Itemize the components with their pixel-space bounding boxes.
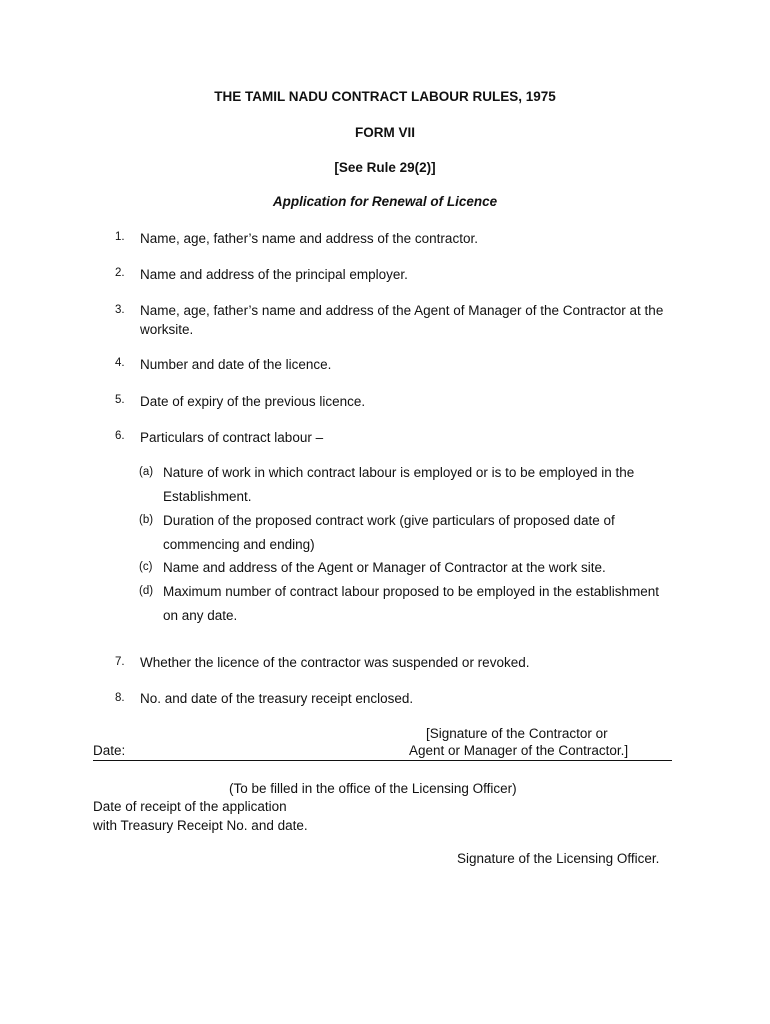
item-number: 7.: [115, 656, 125, 668]
form-title: THE TAMIL NADU CONTRACT LABOUR RULES, 1975: [214, 89, 556, 104]
date-label: Date:: [93, 743, 126, 758]
sub-item-text: Maximum number of contract labour proposed to be employed in the establishment on any date.: [163, 584, 660, 623]
signature-divider: [93, 760, 672, 761]
sub-item-label: (c): [139, 561, 153, 573]
item-text: Name, age, father’s name and address of the contractor.: [140, 231, 478, 246]
item-text: No. and date of the treasury receipt enclosed.: [140, 691, 414, 706]
sub-item-label: (a): [139, 466, 154, 478]
sub-item-label: (b): [139, 514, 154, 526]
receipt-line-1: Date of receipt of the application: [93, 799, 287, 814]
item-number: 6.: [115, 430, 125, 442]
receipt-line-2: with Treasury Receipt No. and date.: [93, 818, 308, 833]
item-text: Name and address of the principal employer.: [140, 267, 408, 282]
item-text: Date of expiry of the previous licence.: [140, 394, 366, 409]
contractor-signature-line2: Agent or Manager of the Contractor.]: [409, 743, 629, 758]
item-text: Particulars of contract labour –: [140, 430, 324, 445]
item-text: Number and date of the licence.: [140, 357, 332, 372]
item-number: 5.: [115, 394, 125, 406]
item-number: 2.: [115, 267, 125, 279]
sub-item-text: Nature of work in which contract labour is employed or is to be employed in the Establishment.: [163, 465, 635, 504]
contractor-signature-line1: [Signature of the Contractor or: [426, 726, 608, 741]
licensing-officer-signature: Signature of the Licensing Officer.: [457, 851, 660, 866]
form-subtitle: Application for Renewal of Licence: [272, 194, 498, 209]
sub-item-text: Name and address of the Agent or Manager of Contractor at the work site.: [163, 560, 606, 575]
item-number: 3.: [115, 304, 125, 316]
rule-reference: [See Rule 29(2)]: [334, 160, 436, 175]
sub-item-label: (d): [139, 585, 154, 597]
office-use-note: (To be filled in the office of the Licensing Officer): [229, 781, 517, 796]
sub-item-text: Duration of the proposed contract work (give particulars of proposed date of commencing and ending): [163, 513, 615, 552]
form-number: FORM VII: [355, 125, 415, 140]
item-text: Name, age, father’s name and address of the Agent of Manager of the Contractor at the worksite.: [140, 303, 664, 337]
item-text: Whether the licence of the contractor was suspended or revoked.: [140, 655, 530, 670]
item-number: 4.: [115, 357, 125, 369]
item-number: 8.: [115, 692, 125, 704]
item-number: 1.: [115, 231, 125, 243]
